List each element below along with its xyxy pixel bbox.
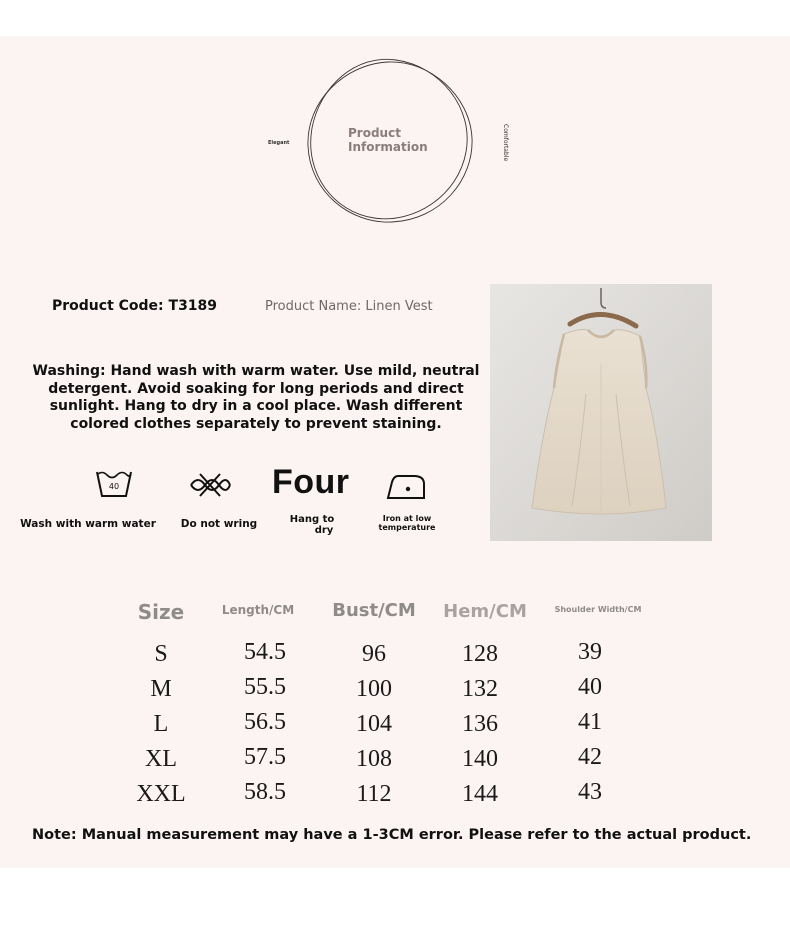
cell-size: XXL: [136, 781, 186, 807]
product-code: Product Code: T3189: [52, 298, 218, 314]
product-info-badge: [300, 56, 480, 226]
cell-bust: 104: [356, 711, 392, 737]
cell-size: XL: [145, 746, 177, 772]
iron-label-line1: Iron at low: [382, 514, 432, 523]
iron-icon: [384, 472, 428, 504]
measurement-note: Note: Manual measurement may have a 1-3CM error. Please refer to the actual product.: [32, 827, 752, 843]
cell-length: 58.5: [244, 779, 286, 805]
iron-label: [372, 514, 442, 532]
do-not-wring-icon: [188, 472, 232, 502]
cell-shoulder: 43: [578, 779, 602, 805]
wring-label: Do not wring: [180, 518, 258, 530]
header-length: Length/CM: [221, 603, 295, 617]
product-name: Product Name: Linen Vest: [265, 299, 433, 314]
iron-label-line2: temperature: [378, 523, 436, 532]
cell-hem: 128: [462, 641, 498, 667]
header-shoulder: Shoulder Width/CM: [554, 605, 642, 614]
product-photo: [490, 284, 712, 541]
header-bust: Bust/CM: [332, 600, 416, 621]
cell-size: L: [153, 711, 169, 737]
washing-instructions: Washing: Hand wash with warm water. Use mild, neutral detergent. Avoid soaking for long periods and direct sunlight. Hang to dry in a cool place. Wash different colored clothes separately to prevent staining.: [32, 363, 480, 432]
svg-text:40: 40: [108, 482, 120, 491]
cell-bust: 112: [356, 781, 392, 807]
linen-vest-image: [490, 284, 712, 541]
hero-title-line1: Product: [348, 126, 401, 140]
cell-shoulder: 39: [578, 639, 602, 665]
cell-shoulder: 42: [578, 744, 602, 770]
wash-basin-icon: [94, 466, 134, 502]
cell-hem: 132: [462, 676, 498, 702]
cell-hem: 144: [462, 781, 498, 807]
hang-label-line2: dry: [314, 525, 334, 536]
cell-length: 56.5: [244, 709, 286, 735]
header-hem: Hem/CM: [443, 601, 527, 622]
cell-size: M: [150, 676, 172, 702]
hang-label-line1: Hang to: [289, 514, 335, 525]
wash-label: Wash with warm water: [20, 518, 156, 530]
cell-length: 57.5: [244, 744, 286, 770]
cell-length: 55.5: [244, 674, 286, 700]
header-size: Size: [137, 600, 185, 624]
cell-bust: 108: [356, 746, 392, 772]
hang-label: [280, 514, 344, 536]
hero-title-line2: Information: [348, 140, 428, 154]
cell-shoulder: 40: [578, 674, 602, 700]
cell-hem: 140: [462, 746, 498, 772]
cell-size: S: [154, 641, 168, 667]
cell-shoulder: 41: [578, 709, 602, 735]
cell-bust: 100: [356, 676, 392, 702]
hero-title: [348, 126, 458, 154]
elegant-tag: Elegant: [268, 140, 290, 146]
four-text: Four: [272, 463, 350, 501]
cell-length: 54.5: [244, 639, 286, 665]
cell-hem: 136: [462, 711, 498, 737]
cell-bust: 96: [362, 641, 386, 667]
comfortable-tag: Comfortable: [502, 124, 509, 162]
